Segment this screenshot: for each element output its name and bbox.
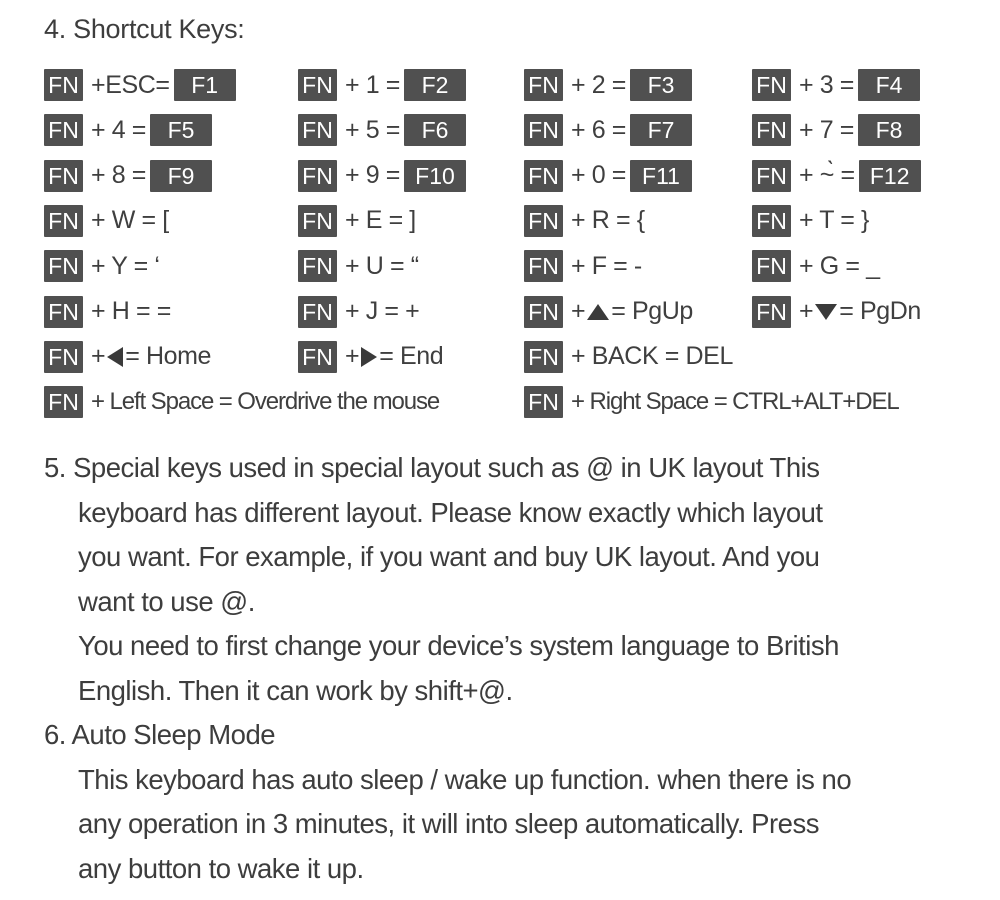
- function-key-f8: F8: [858, 114, 920, 146]
- shortcut-text: + ~̀ =: [799, 161, 855, 190]
- section-5-line: keyboard has different layout. Please know exactly which layout: [78, 496, 823, 528]
- shortcut-text: + 9 =: [345, 161, 400, 190]
- shortcut-text: + W = [: [91, 206, 169, 235]
- fn-key: FN: [298, 205, 337, 237]
- section-5-line: English. Then it can work by shift+@.: [78, 674, 513, 706]
- shortcut-text: = PgDn: [839, 297, 921, 325]
- fn-key: FN: [752, 205, 791, 237]
- shortcut-entry: [44, 295, 175, 329]
- fn-key: FN: [752, 160, 791, 192]
- arrow-left-icon: [107, 347, 123, 367]
- shortcut-text: + F = -: [571, 251, 642, 280]
- fn-key: FN: [524, 386, 563, 418]
- arrow-down-icon: [815, 304, 837, 320]
- shortcut-entry: [524, 385, 903, 419]
- shortcut-entry: [298, 159, 466, 193]
- shortcut-entry: [44, 204, 173, 238]
- function-key-f12: F12: [859, 160, 921, 192]
- shortcut-text: + 4 =: [91, 115, 146, 144]
- shortcut-text: + E = ]: [345, 206, 416, 235]
- section-5-special-keys: [44, 446, 964, 713]
- fn-key: FN: [524, 341, 563, 373]
- shortcut-text: + 6 =: [571, 115, 626, 144]
- shortcut-plus: +: [345, 342, 360, 371]
- shortcut-entry: [44, 159, 212, 193]
- shortcut-entry: [524, 113, 692, 147]
- shortcut-text: + 5 =: [345, 115, 400, 144]
- fn-key: FN: [752, 250, 791, 282]
- fn-key: FN: [44, 341, 83, 373]
- fn-key: FN: [752, 69, 791, 101]
- shortcut-text: + Right Space = CTRL+ALT+DEL: [571, 388, 899, 416]
- function-key-f2: F2: [404, 69, 466, 101]
- fn-key: FN: [524, 250, 563, 282]
- shortcut-text: + BACK = DEL: [571, 342, 733, 371]
- arrow-up-icon: [587, 304, 609, 320]
- section-6-heading: 6. Auto Sleep Mode: [44, 719, 276, 750]
- shortcut-text: + 1 =: [345, 70, 400, 99]
- fn-key: FN: [44, 114, 83, 146]
- shortcut-text: + H = =: [91, 297, 171, 325]
- fn-key: FN: [524, 160, 563, 192]
- shortcut-plus: +: [799, 297, 814, 325]
- shortcut-text: + R = {: [571, 206, 645, 235]
- shortcut-entry: [524, 295, 697, 329]
- section-5-line: you want. For example, if you want and buy UK layout. And you: [78, 541, 820, 572]
- function-key-f11: F11: [630, 160, 692, 192]
- fn-key: FN: [524, 296, 563, 328]
- function-key-f3: F3: [630, 69, 692, 101]
- shortcut-text: = Home: [125, 342, 212, 371]
- shortcut-entry: [44, 68, 236, 102]
- shortcut-text: + G = _: [799, 251, 880, 280]
- shortcut-entry: [44, 385, 443, 419]
- shortcut-entry: [524, 159, 692, 193]
- shortcut-text: + U = “: [345, 251, 419, 280]
- fn-key: FN: [44, 160, 83, 192]
- fn-key: FN: [298, 114, 337, 146]
- section-5-line: want to use @.: [78, 585, 255, 617]
- shortcut-entry: [752, 295, 925, 329]
- shortcut-text: + J = +: [345, 297, 420, 325]
- fn-key: FN: [44, 250, 83, 282]
- fn-key: FN: [524, 205, 563, 237]
- function-key-f9: F9: [150, 160, 212, 192]
- shortcut-entry: [44, 113, 212, 147]
- fn-key: FN: [44, 386, 83, 418]
- shortcut-entry: [752, 249, 884, 283]
- shortcut-plus: +: [91, 342, 106, 371]
- fn-key: FN: [752, 296, 791, 328]
- section-6-line: any operation in 3 minutes, it will into sleep automatically. Press: [78, 808, 819, 839]
- fn-key: FN: [298, 296, 337, 328]
- section-6-line: This keyboard has auto sleep / wake up function. when there is no: [78, 763, 852, 795]
- shortcut-text: + Left Space = Overdrive the mouse: [91, 388, 440, 416]
- section-6-line: any button to wake it up.: [78, 852, 364, 884]
- shortcut-text: + Y = ‘: [91, 251, 160, 280]
- fn-key: FN: [44, 296, 83, 328]
- function-key-f4: F4: [858, 69, 920, 101]
- shortcut-entry: [524, 68, 692, 102]
- shortcut-text: + 8 =: [91, 161, 146, 190]
- shortcut-entry: [44, 340, 215, 374]
- fn-key: FN: [44, 205, 83, 237]
- shortcut-entry: [752, 204, 873, 238]
- shortcut-text: + 7 =: [799, 115, 854, 144]
- fn-key: FN: [752, 114, 791, 146]
- section-6-auto-sleep: [44, 713, 964, 891]
- shortcut-text: + 3 =: [799, 70, 854, 99]
- function-key-f7: F7: [630, 114, 692, 146]
- section-4-heading: 4. Shortcut Keys:: [44, 14, 245, 44]
- shortcut-entry: [524, 204, 649, 238]
- shortcut-entry: [524, 249, 646, 283]
- fn-key: FN: [298, 341, 337, 373]
- function-key-f10: F10: [404, 160, 466, 192]
- shortcut-entry: [752, 159, 921, 193]
- shortcut-entry: [44, 249, 164, 283]
- section-5-line: You need to first change your device’s system language to British: [78, 630, 839, 661]
- shortcut-entry: [298, 68, 466, 102]
- shortcut-text: + 2 =: [571, 70, 626, 99]
- shortcut-entry: [752, 68, 920, 102]
- shortcut-entry: [298, 340, 447, 374]
- function-key-f1: F1: [174, 69, 236, 101]
- function-key-f5: F5: [150, 114, 212, 146]
- shortcut-entry: [524, 340, 737, 374]
- fn-key: FN: [298, 250, 337, 282]
- shortcut-text: = PgUp: [611, 297, 693, 325]
- arrow-right-icon: [361, 347, 377, 367]
- shortcut-entry: [298, 204, 420, 238]
- fn-key: FN: [524, 114, 563, 146]
- fn-key: FN: [298, 160, 337, 192]
- shortcut-plus: +: [571, 297, 586, 325]
- shortcut-text: +ESC=: [91, 70, 170, 99]
- shortcut-text: = End: [379, 342, 444, 371]
- fn-key: FN: [298, 69, 337, 101]
- shortcut-entry: [298, 249, 423, 283]
- section-5-line: 5. Special keys used in special layout such as @ in UK layout This: [44, 452, 820, 483]
- fn-key: FN: [44, 69, 83, 101]
- shortcut-entry: [752, 113, 920, 147]
- shortcut-entry: [298, 113, 466, 147]
- function-key-f6: F6: [404, 114, 466, 146]
- fn-key: FN: [524, 69, 563, 101]
- shortcut-text: + 0 =: [571, 161, 626, 190]
- shortcut-entry: [298, 295, 423, 329]
- shortcut-text: + T = }: [799, 206, 869, 235]
